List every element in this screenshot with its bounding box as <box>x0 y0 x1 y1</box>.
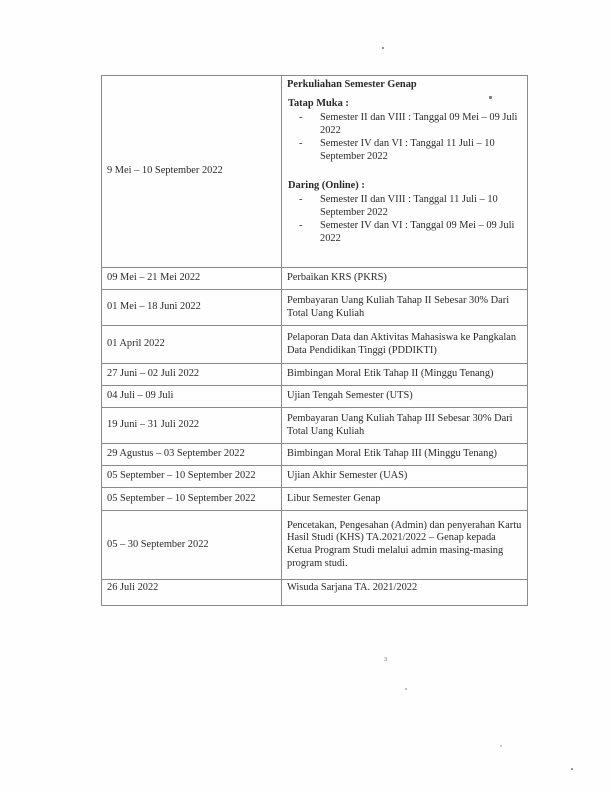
list-item: - Semester II dan VIII : Tanggal 11 Juli – 10 September 2022 <box>320 194 522 219</box>
table-row <box>102 76 528 268</box>
date-cell: 05 September – 10 September 2022 <box>102 488 282 511</box>
activity-cell: Libur Semester Genap <box>282 488 528 511</box>
activity-cell: Pembayaran Uang Kuliah Tahap III Sebesar 30% Dari Total Uang Kuliah <box>282 408 528 444</box>
date-cell: 05 September – 10 September 2022 <box>102 466 282 488</box>
academic-calendar-table <box>101 75 528 606</box>
date-cell: 01 April 2022 <box>102 326 282 364</box>
daring-label: Daring (Online) : <box>288 179 365 191</box>
table-row <box>102 488 528 511</box>
table-row <box>102 580 528 606</box>
activity-cell: Bimbingan Moral Etik Tahap III (Minggu Tenang) <box>282 444 528 466</box>
date-cell: 01 Mei – 18 Juni 2022 <box>102 290 282 326</box>
daring-list <box>287 194 522 245</box>
scan-speck <box>489 96 492 99</box>
date-cell: 9 Mei – 10 September 2022 <box>102 76 282 268</box>
scan-speck <box>405 688 407 690</box>
table-row <box>102 408 528 444</box>
activity-cell: Ujian Tengah Semester (UTS) <box>282 386 528 408</box>
table-row <box>102 290 528 326</box>
scan-speck <box>382 47 384 49</box>
tatap-muka-label: Tatap Muka : <box>288 97 349 109</box>
activity-cell: Pencetakan, Pengesahan (Admin) dan penyerahan Kartu Hasil Studi (KHS) TA.2021/2022 – Genap kepada Ketua Program Studi melalui admin masing-masing program studi. <box>282 511 528 580</box>
table-row <box>102 511 528 580</box>
date-cell: 05 – 30 September 2022 <box>102 511 282 580</box>
activity-cell: Bimbingan Moral Etik Tahap II (Minggu Tenang) <box>282 364 528 386</box>
activity-cell <box>282 76 528 268</box>
page-number: 3 <box>384 657 387 663</box>
scan-speck <box>500 745 502 747</box>
activity-cell: Perbaikan KRS (PKRS) <box>282 268 528 290</box>
activity-cell: Pelaporan Data dan Aktivitas Mahasiswa ke Pangkalan Data Pendidikan Tinggi (PDDIKTI) <box>282 326 528 364</box>
list-item: - Semester IV dan VI : Tanggal 09 Mei – 09 Juli 2022 <box>320 220 522 245</box>
tatap-muka-list <box>287 112 522 163</box>
table-row <box>102 326 528 364</box>
date-cell: 04 Juli – 09 Juli <box>102 386 282 408</box>
activity-cell: Pembayaran Uang Kuliah Tahap II Sebesar 30% Dari Total Uang Kuliah <box>282 290 528 326</box>
activity-cell: Wisuda Sarjana TA. 2021/2022 <box>282 580 528 606</box>
date-cell: 26 Juli 2022 <box>102 580 282 606</box>
scan-speck <box>571 768 573 770</box>
table-row <box>102 364 528 386</box>
table-row <box>102 444 528 466</box>
section-title: Perkuliahan Semester Genap <box>287 79 417 90</box>
date-cell: 29 Agustus – 03 September 2022 <box>102 444 282 466</box>
table-row <box>102 268 528 290</box>
date-cell: 09 Mei – 21 Mei 2022 <box>102 268 282 290</box>
table-row <box>102 466 528 488</box>
date-cell: 27 Juni – 02 Juli 2022 <box>102 364 282 386</box>
date-cell: 19 Juni – 31 Juli 2022 <box>102 408 282 444</box>
table-row <box>102 386 528 408</box>
list-item: - Semester IV dan VI : Tanggal 11 Juli – 10 September 2022 <box>320 138 522 163</box>
activity-cell: Ujian Akhir Semester (UAS) <box>282 466 528 488</box>
list-item: - Semester II dan VIII : Tanggal 09 Mei – 09 Juli 2022 <box>320 112 522 137</box>
